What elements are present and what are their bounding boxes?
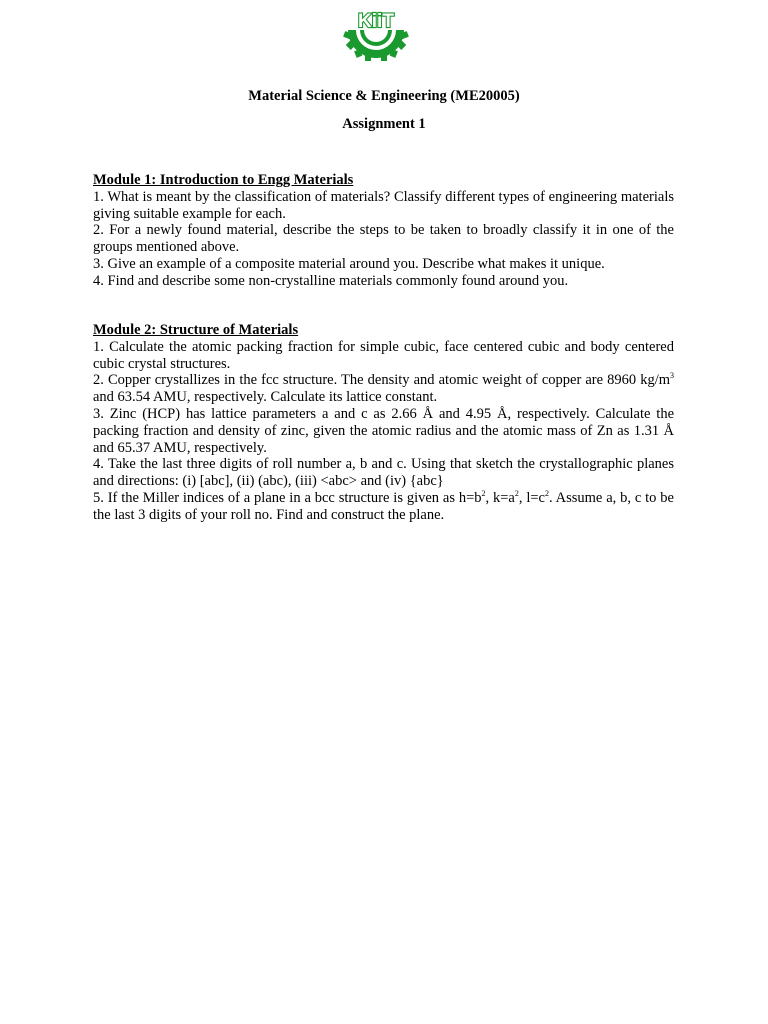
module-2-question-4: 4. Take the last three digits of roll number a, b and c. Using that sketch the crystallographic planes and directions: (i) [abc], (ii) (abc), (iii) <abc> and (iv) {abc} [93, 456, 674, 490]
kiit-logo-icon [338, 6, 414, 66]
q2-superscript: 3 [670, 371, 674, 381]
q5-text-part-4: . Assume a, b, c to be the last 3 digits of your roll no. Find and construct the plane. [93, 489, 674, 523]
q5-superscript-3: 2 [544, 489, 549, 499]
module-2-section [93, 322, 674, 524]
svg-text:KiiT: KiiT [358, 11, 394, 32]
module-1-heading: Module 1: Introduction to Engg Materials [93, 172, 354, 188]
page-title: Material Science & Engineering (ME20005) [248, 88, 520, 104]
q5-superscript-1: 2 [481, 489, 486, 499]
module-1-section [93, 172, 674, 290]
module-2-question-2 [93, 372, 674, 406]
module-1-question-4: 4. Find and describe some non-crystalline materials commonly found around you. [93, 272, 569, 289]
q5-text-part-2: , k=a [485, 489, 515, 506]
module-2-question-3: 3. Zinc (HCP) has lattice parameters a and c as 2.66 Å and 4.95 Å, respectively. Calculate the packing fraction and density of zinc, given the atomic radius and the atomic mass of Zn as 1.31 Å and 65.37 AMU, respectively. [93, 405, 674, 456]
q2-text-part-2: and 63.54 AMU, respectively. Calculate its lattice constant. [93, 389, 438, 406]
q5-text-part-1: 5. If the Miller indices of a plane in a bcc structure is given as h=b [93, 489, 482, 506]
module-1-question-3: 3. Give an example of a composite material around you. Describe what makes it unique. [93, 255, 605, 272]
q5-superscript-2: 2 [514, 489, 519, 499]
module-2-question-5 [93, 490, 674, 524]
module-1-question-1: 1. What is meant by the classification of materials? Classify different types of engineering materials giving suitable example for each. [93, 188, 674, 222]
q5-text-part-3: , l=c [518, 489, 545, 506]
page-subtitle: Assignment 1 [342, 116, 426, 132]
module-2-question-1: 1. Calculate the atomic packing fraction for simple cubic, face centered cubic and body centered cubic crystal structures. [93, 338, 674, 372]
module-1-question-2: 2. For a newly found material, describe the steps to be taken to broadly classify it in one of the groups mentioned above. [93, 222, 674, 256]
q2-text-part-1: 2. Copper crystallizes in the fcc structure. The density and atomic weight of copper are 8960 kg/m [93, 372, 670, 389]
module-2-heading: Module 2: Structure of Materials [93, 322, 299, 338]
